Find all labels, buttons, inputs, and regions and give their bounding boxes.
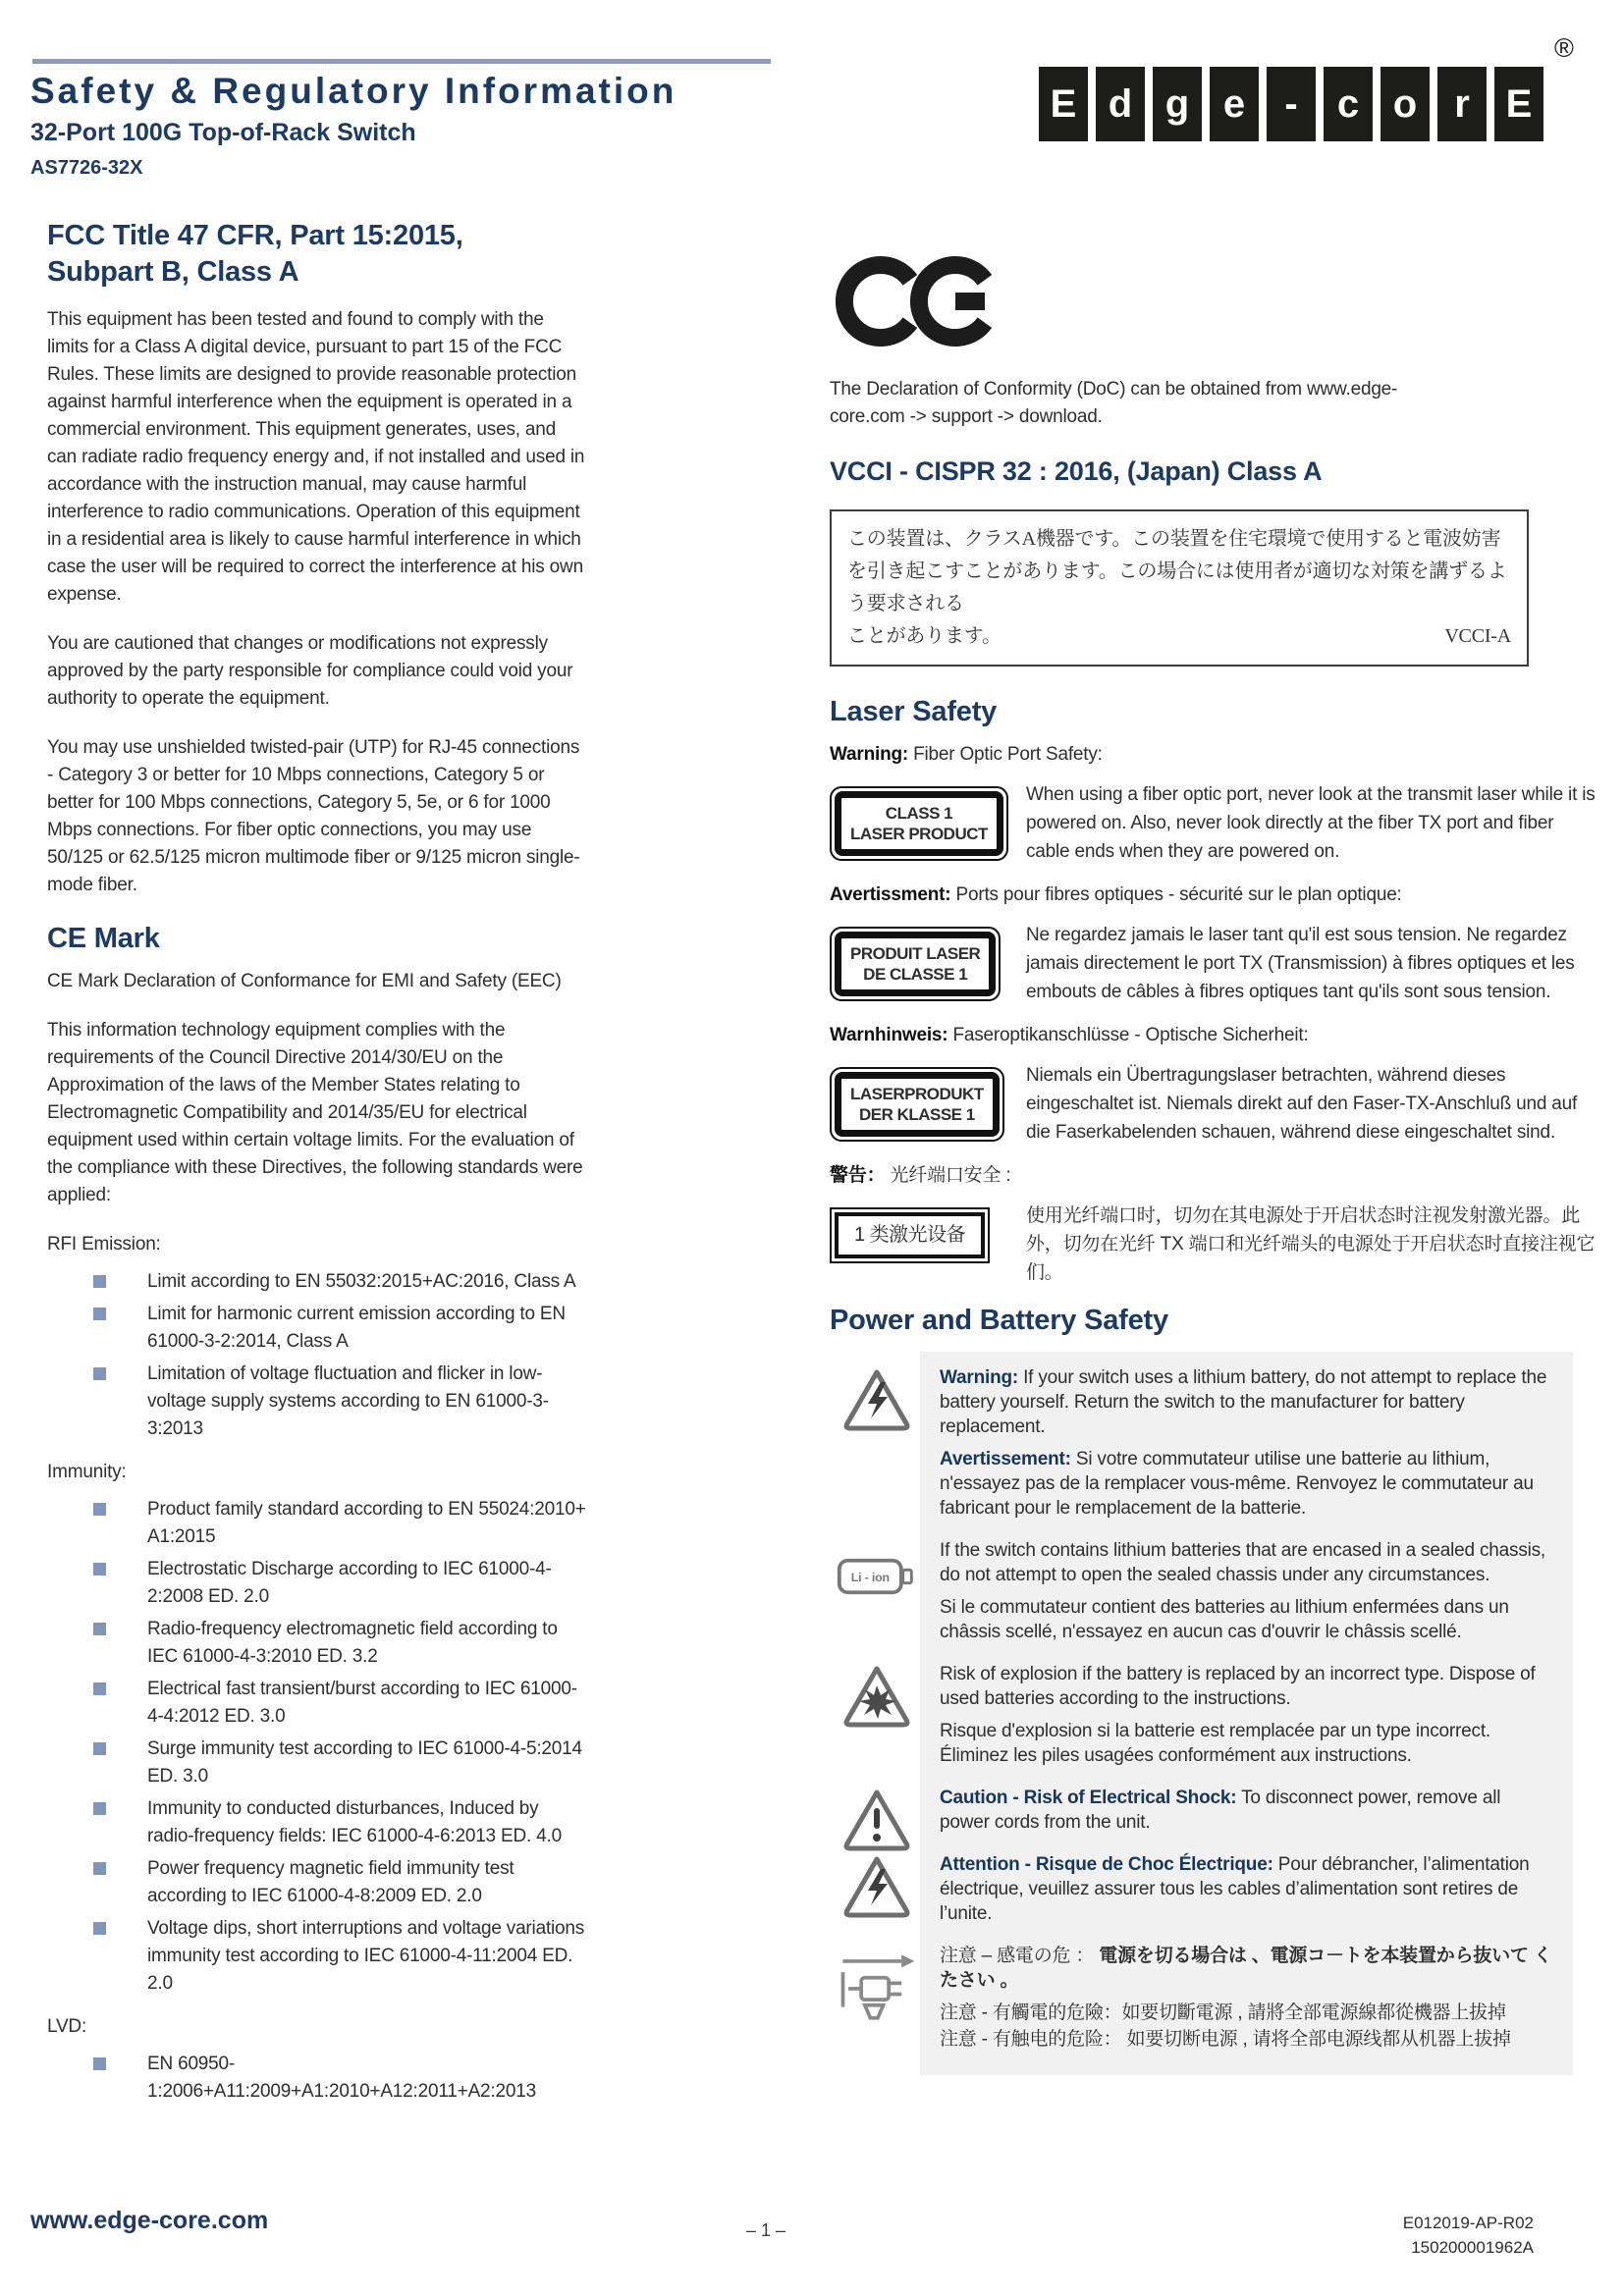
badge-wrap — [830, 1061, 1026, 1147]
ce-mark-logo-icon — [836, 250, 1004, 352]
doc-conformity-text: The Declaration of Conformity (DoC) can be obtained from www.edge-core.com -> support -> download. — [830, 379, 1398, 427]
badge-wrap — [830, 780, 1026, 866]
list-item — [47, 1361, 589, 1443]
battery-caution-en — [940, 1786, 1555, 1835]
ce-mark-intro: CE Mark Declaration of Conformance for EMI and Safety (EEC) — [47, 971, 562, 991]
bullet-square-icon — [93, 1275, 106, 1288]
immunity-label: Immunity: — [47, 1462, 127, 1482]
laser-text-chinese: 使用光纤端口时，切勿在其电源处于开启状态时注视发射激光器。此外，切勿在光纤 TX 端口和光纤端头的电源处于开启状态时直接注视它们。 — [1026, 1205, 1596, 1283]
edge-core-logo — [1039, 67, 1551, 141]
product-subtitle: 32-Port 100G Top-of-Rack Switch — [30, 119, 416, 146]
battery-liion-fr: Si le commutateur contient des batteries au lithium enfermées dans un châssis scellé, n'essayez en aucun cas d'ouvrir le châssis scellé. — [940, 1597, 1509, 1642]
logo-letter-tile: c — [1324, 67, 1373, 141]
fcc-paragraph-2: You are cautioned that changes or modifications not expressly approved by the party responsible for compliance could void your authority to operate the equipment. — [47, 633, 573, 709]
classe1-laser-badge-icon — [830, 927, 1001, 1001]
warning-label: Warning: — [940, 1367, 1019, 1388]
badge-line: PRODUIT LASER — [850, 944, 981, 963]
warning-text: To disconnect power, remove all power cords from the unit. — [940, 1788, 1501, 1833]
footer-part-number: 150200001962A — [1411, 2238, 1534, 2257]
list-item-text: EN 60950-1:2006+A11:2009+A1:2010+A12:2011+A2:2013 — [147, 2054, 536, 2102]
laser-text-german: Niemals ein Übertragungslaser betrachten, während dieses eingeschaltet ist. Niemals direkt auf den Faser-TX-Anschluß und auf die Faserkabelenden schauen, während diese eingeschaltet sind. — [1026, 1065, 1578, 1143]
list-item — [47, 1616, 589, 1671]
list-item-text: Electrical fast transient/burst according to IEC 61000-4-4:2012 ED. 3.0 — [147, 1679, 577, 1727]
lvd-label: LVD: — [47, 2016, 87, 2037]
badge-line: DE CLASSE 1 — [863, 965, 968, 984]
warning-label: Warnhinweis: — [830, 1025, 948, 1045]
list-item — [47, 2051, 589, 2106]
warning-label: Avertissement: — [940, 1449, 1071, 1469]
class1-laser-badge-icon — [830, 786, 1008, 861]
list-item — [47, 1735, 589, 1790]
bullet-square-icon — [93, 1922, 106, 1935]
fcc-heading: FCC Title 47 CFR, Part 15:2015, Subpart B, Class A — [47, 220, 463, 288]
klasse1-laser-badge-icon — [830, 1067, 1004, 1142]
rfi-emission-list — [47, 1268, 589, 1443]
laser-warnhinweis-line — [830, 1022, 1596, 1049]
fcc-paragraph-1: This equipment has been tested and found to comply with the limits for a Class A digital device, pursuant to part 15 of the FCC Rules. These limits are designed to provide reasonable protection against harmful interference when the equipment is operated in a commercial environment. This equipment generates, uses, and can radiate radio frequency energy and, if not installed and used in accordance with the instruction manual, may cause harmful interference to radio communications. Operation of this equipment in a residential area is likely to cause harmful interference in which case the user will be required to correct the interference at his own expense. — [47, 309, 585, 605]
bullet-square-icon — [93, 1742, 106, 1755]
battery-row-attention — [940, 1852, 1555, 1926]
lvd-list — [47, 2051, 589, 2106]
list-item-text: Surge immunity test according to IEC 61000-4-5:2014 ED. 3.0 — [147, 1738, 582, 1787]
vcci-notice-text: この装置は、クラスA機器です。この装置を住宅環境で使用すると電波妨害を引き起こすことがあります。この場合には使用者が適切な対策を講ずるよう要求される — [847, 528, 1507, 614]
right-column — [830, 221, 1596, 2075]
battery-liion-en: If the switch contains lithium batteries that are encased in a sealed chassis, do not attempt to open the sealed chassis under any circumstances. — [940, 1540, 1546, 1585]
laser-row-chinese — [830, 1201, 1596, 1287]
bullet-square-icon — [93, 1802, 106, 1815]
laser-warning-line — [830, 741, 1596, 769]
battery-row-cjk-note — [940, 1944, 1555, 2052]
list-item — [47, 1496, 589, 1551]
bullet-square-icon — [93, 1682, 106, 1695]
list-item — [47, 1268, 589, 1296]
warning-text: 光纤端口安全 : — [885, 1165, 1011, 1186]
warning-text: Fiber Optic Port Safety: — [908, 744, 1103, 765]
chinese-laser-badge-icon — [830, 1207, 990, 1263]
page-title: Safety & Regulatory Information — [30, 71, 677, 111]
list-item-text: Limitation of voltage fluctuation and flicker in low-voltage supply systems according to EN 61000-3-3:2013 — [147, 1363, 549, 1439]
power-battery-heading: Power and Battery Safety — [830, 1305, 1168, 1336]
battery-warning-fr — [940, 1447, 1555, 1521]
note-bold: 電源を切る場合は 、電源コ－トを本装置から抜いて くたさい 。 — [940, 1946, 1552, 1991]
list-item — [47, 1676, 589, 1731]
footer-website: www.edge-core.com — [30, 2207, 269, 2234]
badge-line: LASER PRODUCT — [850, 825, 988, 843]
footer-page-number: – 1 – — [745, 2220, 786, 2240]
note-prefix: 注意 – 感電の危 ： — [940, 1946, 1100, 1966]
warning-text: Si votre commutateur utilise une batterie au lithium, n'essayez pas de la remplacer vous-même. Renvoyez le commutateur au fabricant pour le remplacement de la batterie. — [940, 1449, 1534, 1519]
rfi-emission-label: RFI Emission: — [47, 1234, 161, 1255]
list-item-text: Immunity to conducted disturbances, Induced by radio-frequency fields: IEC 61000-4-6:2013 ED. 4.0 — [147, 1798, 562, 1846]
registered-trademark-icon: ® — [1554, 33, 1574, 63]
unplug-power-icon — [836, 1946, 918, 2030]
battery-row-warning — [940, 1365, 1555, 1521]
battery-row-liion — [850, 1538, 1555, 1644]
badge-line: 1 类激光设备 — [854, 1224, 966, 1246]
battery-explosion-fr: Risque d'explosion si la batterie est remplacée par un type incorrect. Éliminez les piles usagées conformément aux instructions. — [940, 1721, 1490, 1766]
list-item-text: Limit according to EN 55032:2015+AC:2016, Class A — [147, 1271, 576, 1292]
warning-label: Caution - Risk of Electrical Shock: — [940, 1788, 1237, 1808]
badge-wrap — [830, 921, 1026, 1006]
laser-row-english — [830, 780, 1596, 866]
battery-note-zh-trad: 注意 - 有觸電的危險：如要切斷電源 , 請將全部電源線都從機器上拔掉 — [940, 2002, 1506, 2023]
battery-explosion-en: Risk of explosion if the battery is replaced by an incorrect type. Dispose of used batteries according to the instructions. — [940, 1664, 1536, 1709]
immunity-list — [47, 1496, 589, 1998]
battery-safety-panel — [850, 1352, 1573, 2075]
logo-letter-tile: g — [1153, 67, 1202, 141]
bullet-square-icon — [93, 1862, 106, 1875]
warning-label: Avertissment: — [830, 884, 951, 905]
warning-label: Warning: — [830, 744, 909, 765]
list-item-text: Limit for harmonic current emission according to EN 61000-3-2:2014, Class A — [147, 1304, 566, 1352]
list-item — [47, 1556, 589, 1611]
logo-letter-tile: E — [1494, 67, 1543, 141]
bullet-square-icon — [93, 1563, 106, 1575]
bullet-square-icon — [93, 1308, 106, 1320]
bullet-square-icon — [93, 2057, 106, 2070]
header-rule — [32, 59, 771, 64]
laser-text-french: Ne regardez jamais le laser tant qu'il est sous tension. Ne regardez jamais directement le port TX (Transmission) à fibres optiques et les embouts de câbles à fibres optiques tant qu'ils sont sous tension. — [1026, 925, 1575, 1002]
vcci-notice-text: ことがあります。 — [847, 625, 1001, 647]
vcci-class-mark: VCCI-A — [1444, 625, 1511, 647]
list-item-text: Voltage dips, short interruptions and voltage variations immunity test according to IEC 61000-4-11:2004 ED. 2.0 — [147, 1918, 585, 1994]
list-item-text: Product family standard according to EN 55024:2010+ A1:2015 — [147, 1499, 586, 1547]
logo-letter-tile: d — [1096, 67, 1145, 141]
list-item-text: Radio-frequency electromagnetic field according to IEC 61000-4-3:2010 ED. 3.2 — [147, 1619, 558, 1667]
laser-text-english: When using a fiber optic port, never look at the transmit laser while it is powered on. Also, never look directly at the fiber TX port and fiber cable ends when they are powered on. — [1026, 784, 1596, 862]
badge-line: CLASS 1 — [885, 804, 953, 823]
battery-row-explosion — [940, 1662, 1555, 1768]
logo-letter-tile: r — [1437, 67, 1487, 141]
laser-row-german — [830, 1061, 1596, 1147]
laser-safety-heading: Laser Safety — [830, 696, 998, 727]
warning-text: Faseroptikanschlüsse - Optische Sicherheit: — [947, 1025, 1309, 1045]
vcci-notice-box — [830, 509, 1529, 667]
footer-doc-numbers — [1403, 2211, 1534, 2260]
ce-mark-heading: CE Mark — [47, 923, 160, 954]
warning-text: If your switch uses a lithium battery, do not attempt to replace the battery yourself. Return the switch to the manufacturer for battery replacement. — [940, 1367, 1547, 1437]
list-item — [47, 1301, 589, 1356]
badge-line: DER KLASSE 1 — [858, 1105, 975, 1124]
explosion-hazard-icon — [836, 1664, 918, 1729]
logo-letter-tile: e — [1210, 67, 1259, 141]
lightning-triangle-icon — [836, 1367, 918, 1432]
warning-text: Pour débrancher, l’alimentation électrique, veuillez assurer tous les cables d’alimentation sont retires de l’unite. — [940, 1854, 1530, 1924]
battery-note-zh-simp: 注意 - 有触电的危险： 如要切断电源 , 请将全部电源线都从机器上拔掉 — [940, 2029, 1511, 2050]
laser-avertissment-line — [830, 881, 1596, 909]
svg-text:Li - ion: Li - ion — [850, 1570, 890, 1584]
warning-text: Ports pour fibres optiques - sécurité sur le plan optique: — [950, 884, 1402, 905]
list-item — [47, 1915, 589, 1998]
left-column — [47, 218, 589, 2121]
list-item — [47, 1795, 589, 1850]
li-ion-battery-icon — [836, 1552, 918, 1601]
fcc-paragraph-3: You may use unshielded twisted-pair (UTP) for RJ-45 connections - Category 3 or better for 10 Mbps connections, Category 5 or better for 100 Mbps connections, Category 5, 5e, or 6 for 1000 Mbps connections. For fiber optic connections, you may use 50/125 or 62.5/125 micron multimode fiber or 9/125 micron single-mode fiber. — [47, 737, 580, 895]
battery-row-caution — [940, 1786, 1555, 1835]
lightning-triangle-icon — [836, 1854, 918, 1919]
ce-mark-body: This information technology equipment complies with the requirements of the Council Directive 2014/30/EU on the Approximation of the laws of the Member States relating to Electromagnetic Compatibility and 2014/35/EU for electrical equipment used within certain voltage limits. For the evaluation of the compliance with these Directives, the following standards were applied: — [47, 1020, 583, 1205]
warning-label: Attention - Risque de Choc Électrique: — [940, 1854, 1273, 1875]
badge-line: LASERPRODUKT — [850, 1085, 984, 1103]
list-item-text: Electrostatic Discharge according to IEC 61000-4-2:2008 ED. 2.0 — [147, 1559, 552, 1607]
product-model: AS7726-32X — [30, 157, 143, 179]
logo-letter-tile: E — [1039, 67, 1088, 141]
laser-row-french — [830, 921, 1596, 1006]
logo-letter-tile: o — [1380, 67, 1430, 141]
logo-letter-tile: - — [1267, 67, 1316, 141]
list-item-text: Power frequency magnetic field immunity test according to IEC 61000-4-8:2009 ED. 2.0 — [147, 1858, 514, 1906]
laser-chinese-warning-line — [830, 1162, 1596, 1190]
exclamation-triangle-icon — [836, 1788, 918, 1852]
bullet-square-icon — [93, 1503, 106, 1516]
battery-note-ja — [940, 1944, 1555, 1993]
bullet-square-icon — [93, 1623, 106, 1635]
vcci-heading: VCCI - CISPR 32 : 2016, (Japan) Class A — [830, 456, 1323, 486]
warning-label: 警告： — [830, 1165, 886, 1186]
bullet-square-icon — [93, 1367, 106, 1380]
battery-warning-en — [940, 1365, 1555, 1439]
footer-doc-number: E012019-AP-R02 — [1402, 2214, 1534, 2232]
battery-attention-fr — [940, 1852, 1555, 1926]
badge-wrap — [830, 1201, 1026, 1287]
list-item — [47, 1855, 589, 1910]
